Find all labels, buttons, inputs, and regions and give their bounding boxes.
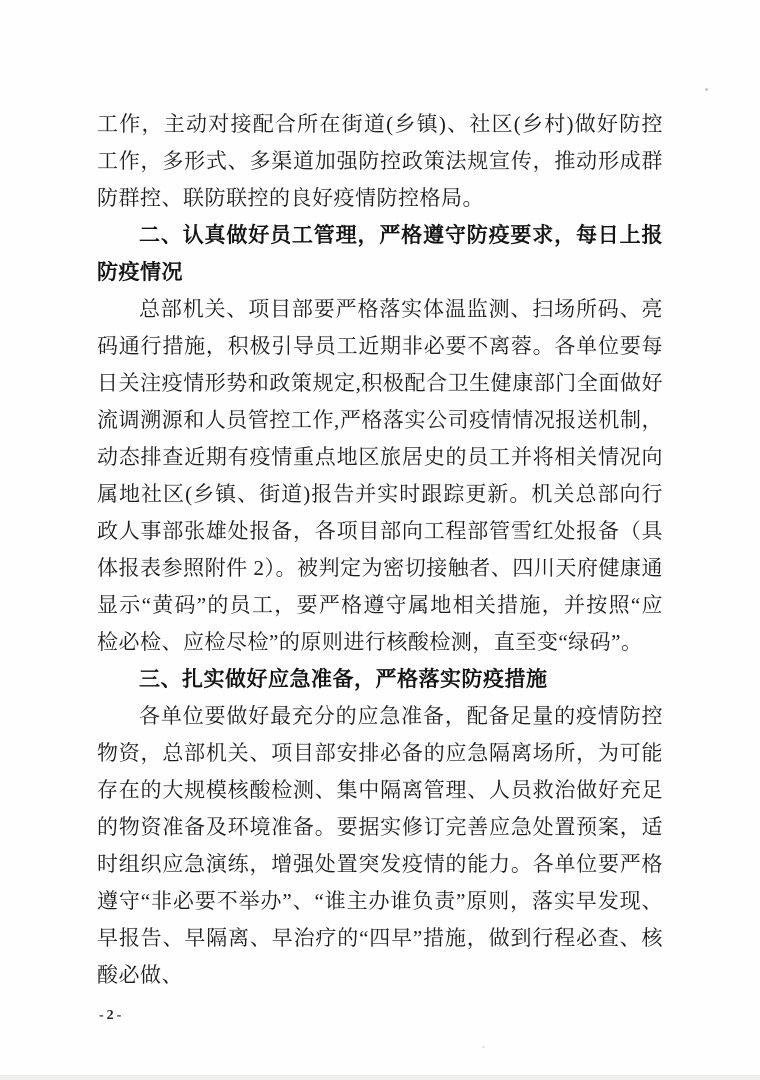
page-number: -2- <box>99 1008 125 1023</box>
paragraph-section-3: 各单位要做好最充分的应急准备，配备足量的疫情防控物资，总部机关、项目部安排必备的应急隔离场所，为可能存在的大规模核酸检测、集中隔离管理、人员救治做好充足的物资准备及环境准备。要据实修订完善应急处置预案，适时组织应急演练，增强处置突发疫情的能力。各单位要严格遵守“非必要不举办”、“谁主办谁负责”原则，落实早发现、早报告、早隔离、早治疗的“四早”措施，做到行程必查、核酸必做、 <box>97 704 663 987</box>
section-heading-2: 二、认真做好员工管理，严格遵守防疫要求，每日上报防疫情况 <box>97 223 663 284</box>
scan-speck <box>705 88 708 91</box>
scan-speck <box>482 1046 485 1048</box>
document-body <box>97 106 663 994</box>
section-heading-3: 三、扎实做好应急准备，严格落实防疫措施 <box>139 667 548 691</box>
paragraph-section-2: 总部机关、项目部要严格落实体温监测、扫场所码、亮码通行措施，积极引导员工近期非必要不离蓉。各单位要每日关注疫情形势和政策规定,积极配合卫生健康部门全面做好流调溯源和人员管控工作,严格落实公司疫情情况报送机制，动态排查近期有疫情重点地区旅居史的员工并将相关情况向属地社区(乡镇、街道)报告并实时跟踪更新。机关总部向行政人事部张雄处报备，各项目部向工程部管雪红处报备（具体报表参照附件 2）。被判定为密切接触者、四川天府健康通显示“黄码”的员工，要严格遵守属地相关措施，并按照“应检必检、应检尽检”的原则进行核酸检测，直至变“绿码”。 <box>97 297 663 654</box>
paragraph-continuation: 工作，主动对接配合所在街道(乡镇)、社区(乡村)做好防控工作，多形式、多渠道加强防控政策法规宣传，推动形成群防群控、联防联控的良好疫情防控格局。 <box>97 112 663 210</box>
